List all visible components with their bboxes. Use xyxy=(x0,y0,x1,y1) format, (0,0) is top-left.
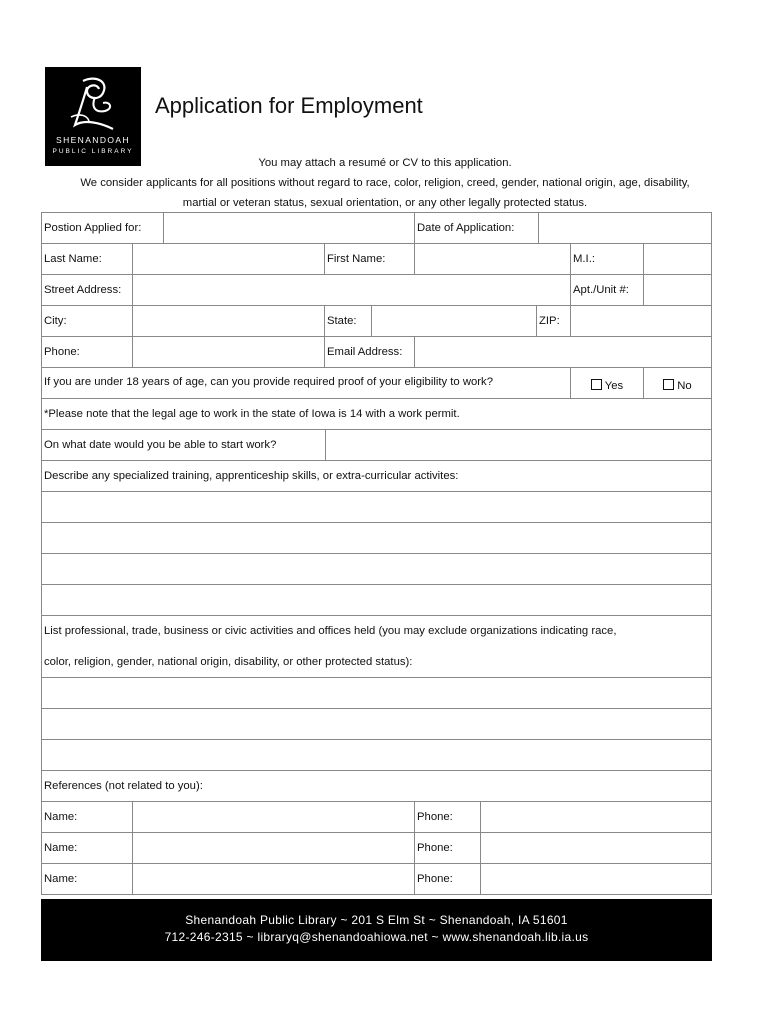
ref-name-label: Name: xyxy=(41,863,133,895)
logo-line-1: SHENANDOAH xyxy=(56,135,130,145)
city-label: City: xyxy=(41,305,133,337)
age-note: *Please note that the legal age to work in the state of Iowa is 14 with a work permit. xyxy=(41,398,712,430)
activities-line[interactable] xyxy=(41,677,712,709)
training-line[interactable] xyxy=(41,584,712,616)
footer-contact: 712-246-2315 ~ libraryq@shenandoahiowa.net ~ www.shenandoah.lib.ia.us xyxy=(164,930,589,944)
ref-phone-label: Phone: xyxy=(414,863,481,895)
activities-label xyxy=(41,615,712,678)
no-checkbox[interactable] xyxy=(663,379,674,390)
ref-phone-label: Phone: xyxy=(414,801,481,833)
yes-option[interactable] xyxy=(570,367,644,399)
date-application-label: Date of Application: xyxy=(414,212,539,244)
date-application-input[interactable] xyxy=(538,212,712,244)
ref-phone-label: Phone: xyxy=(414,832,481,864)
phone-label: Phone: xyxy=(41,336,133,368)
intro-line-1: You may attach a resumé or CV to this application. xyxy=(258,157,512,169)
footer-address: Shenandoah Public Library ~ 201 S Elm St ~ Shenandoah, IA 51601 xyxy=(185,913,568,927)
city-input[interactable] xyxy=(132,305,325,337)
position-label: Postion Applied for: xyxy=(41,212,164,244)
mi-label: M.I.: xyxy=(570,243,644,275)
training-line[interactable] xyxy=(41,522,712,554)
monogram-icon xyxy=(65,73,121,135)
position-input[interactable] xyxy=(163,212,415,244)
ref-name-label: Name: xyxy=(41,832,133,864)
no-label: No xyxy=(677,380,692,392)
activities-label-line-2: color, religion, gender, national origin, disability, or other protected status): xyxy=(44,656,413,668)
ref-phone-input[interactable] xyxy=(480,832,712,864)
activities-line[interactable] xyxy=(41,739,712,771)
intro-line-3: martial or veteran status, sexual orientation, or any other legally protected status. xyxy=(182,197,588,209)
street-address-label: Street Address: xyxy=(41,274,133,306)
intro-line-2: We consider applicants for all positions without regard to race, color, religion, creed, gender, national origin, age, disability, xyxy=(80,177,690,189)
start-date-input[interactable] xyxy=(325,429,712,461)
training-label: Describe any specialized training, apprenticeship skills, or extra-curricular activites: xyxy=(41,460,712,492)
ref-phone-input[interactable] xyxy=(480,801,712,833)
ref-phone-input[interactable] xyxy=(480,863,712,895)
first-name-input[interactable] xyxy=(414,243,571,275)
logo-line-2: PUBLIC LIBRARY xyxy=(52,148,134,155)
zip-label: ZIP: xyxy=(536,305,571,337)
email-label: Email Address: xyxy=(324,336,415,368)
apt-label: Apt./Unit #: xyxy=(570,274,644,306)
yes-label: Yes xyxy=(604,380,624,392)
phone-input[interactable] xyxy=(132,336,325,368)
email-input[interactable] xyxy=(414,336,712,368)
first-name-label: First Name: xyxy=(324,243,415,275)
state-input[interactable] xyxy=(371,305,537,337)
ref-name-input[interactable] xyxy=(132,863,415,895)
start-date-question: On what date would you be able to start work? xyxy=(41,429,326,461)
street-address-input[interactable] xyxy=(132,274,571,306)
no-option[interactable] xyxy=(643,367,712,399)
ref-name-label: Name: xyxy=(41,801,133,833)
zip-input[interactable] xyxy=(570,305,712,337)
ref-name-input[interactable] xyxy=(132,801,415,833)
training-line[interactable] xyxy=(41,553,712,585)
training-line[interactable] xyxy=(41,491,712,523)
last-name-input[interactable] xyxy=(132,243,325,275)
ref-name-input[interactable] xyxy=(132,832,415,864)
page-title: Application for Employment xyxy=(155,93,423,118)
activities-label-line-1: List professional, trade, business or civic activities and offices held (you may exclude organizations indicating race, xyxy=(44,625,617,637)
last-name-label: Last Name: xyxy=(41,243,133,275)
age-question: If you are under 18 years of age, can you provide required proof of your eligibility to work? xyxy=(41,367,571,399)
activities-line[interactable] xyxy=(41,708,712,740)
references-label: References (not related to you): xyxy=(41,770,712,802)
yes-checkbox[interactable] xyxy=(591,379,602,390)
state-label: State: xyxy=(324,305,372,337)
mi-input[interactable] xyxy=(643,243,712,275)
library-logo xyxy=(45,67,141,166)
footer xyxy=(41,899,712,961)
apt-input[interactable] xyxy=(643,274,712,306)
